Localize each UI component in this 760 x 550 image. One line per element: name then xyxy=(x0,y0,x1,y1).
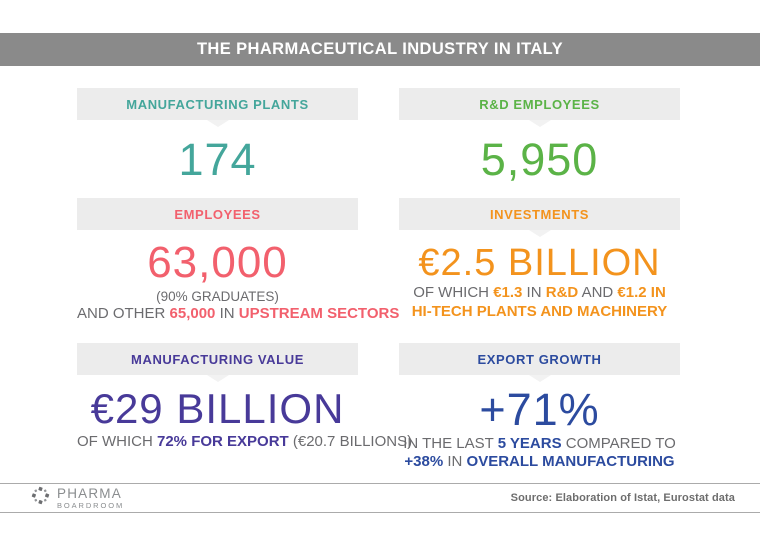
notch-triangle-icon xyxy=(529,375,551,382)
footer-bar xyxy=(0,483,760,513)
brand-logo xyxy=(30,485,124,511)
subtext-segment: (90% GRADUATES) xyxy=(156,288,279,304)
stat-card-export-growth xyxy=(399,343,680,493)
subtext-segment: OVERALL MANUFACTURING xyxy=(466,452,675,470)
stat-label-bar xyxy=(77,343,358,375)
stats-grid xyxy=(77,88,680,493)
stat-card-employees xyxy=(77,198,400,343)
subtext-segment: AND xyxy=(578,284,618,302)
stat-label: R&D EMPLOYEES xyxy=(479,96,600,112)
stat-label: INVESTMENTS xyxy=(489,206,590,222)
stat-label-bar xyxy=(77,88,358,120)
subtext-segment: R&D xyxy=(545,284,579,302)
stat-subtext xyxy=(77,305,400,323)
brand-name xyxy=(57,487,124,510)
stat-subtext xyxy=(77,432,413,450)
subtext-segment: €1.2 IN xyxy=(617,284,666,302)
stat-subtext xyxy=(399,435,680,452)
stat-subtext xyxy=(77,289,358,305)
stat-subtext xyxy=(399,284,680,301)
subtext-segment: AND OTHER xyxy=(77,305,170,323)
source-note: Source: Elaboration of Istat, Eurostat data xyxy=(510,492,735,504)
brand-name-top: PHARMA xyxy=(57,485,122,501)
stat-value: 63,000 xyxy=(147,238,288,287)
stat-label-bar xyxy=(77,198,358,230)
stat-card-manufacturing-value xyxy=(77,343,413,493)
stat-label-bar xyxy=(399,88,680,120)
subtext-segment: (€20.7 BILLIONS) xyxy=(288,432,413,450)
stat-label: EMPLOYEES xyxy=(174,206,261,222)
notch-triangle-icon xyxy=(529,230,551,237)
stat-label-bar xyxy=(399,343,680,375)
subtext-segment: HI-TECH PLANTS AND MACHINERY xyxy=(411,302,668,320)
subtext-segment: 5 YEARS xyxy=(497,434,562,452)
stat-card-rd-employees xyxy=(399,88,680,198)
stat-subtext xyxy=(399,453,680,470)
stat-label: EXPORT GROWTH xyxy=(477,351,602,367)
brand-name-bottom: BOARDROOM xyxy=(57,501,125,510)
stat-label: MANUFACTURING PLANTS xyxy=(126,96,309,112)
title-bar xyxy=(0,33,760,66)
subtext-segment: IN xyxy=(215,305,239,323)
stat-card-investments xyxy=(399,198,680,343)
subtext-segment: UPSTREAM SECTORS xyxy=(238,305,400,323)
subtext-segment: OF WHICH xyxy=(77,432,157,450)
pinwheel-dots-icon xyxy=(30,485,51,511)
subtext-segment: +38% xyxy=(404,452,444,470)
notch-triangle-icon xyxy=(207,120,229,127)
stat-value: €29 BILLION xyxy=(90,385,345,432)
subtext-segment: 72% FOR EXPORT xyxy=(157,432,289,450)
notch-triangle-icon xyxy=(529,120,551,127)
stat-value: +71% xyxy=(479,384,600,435)
stat-value: €2.5 BILLION xyxy=(418,242,661,284)
notch-triangle-icon xyxy=(207,375,229,382)
stat-subtext xyxy=(399,303,680,320)
stat-label-bar xyxy=(399,198,680,230)
stat-card-manufacturing-plants xyxy=(77,88,358,198)
subtext-segment: IN xyxy=(522,284,546,302)
page-title: THE PHARMACEUTICAL INDUSTRY IN ITALY xyxy=(196,40,564,58)
subtext-segment: OF WHICH xyxy=(413,284,494,302)
stat-label: MANUFACTURING VALUE xyxy=(131,351,304,367)
subtext-segment: IN THE LAST xyxy=(403,434,498,452)
stat-value: 5,950 xyxy=(480,134,599,185)
subtext-segment: 65,000 xyxy=(169,305,216,323)
stat-value: 174 xyxy=(178,134,257,185)
subtext-segment: COMPARED TO xyxy=(561,434,676,452)
subtext-segment: IN xyxy=(443,452,467,470)
subtext-segment: €1.3 xyxy=(493,284,523,302)
